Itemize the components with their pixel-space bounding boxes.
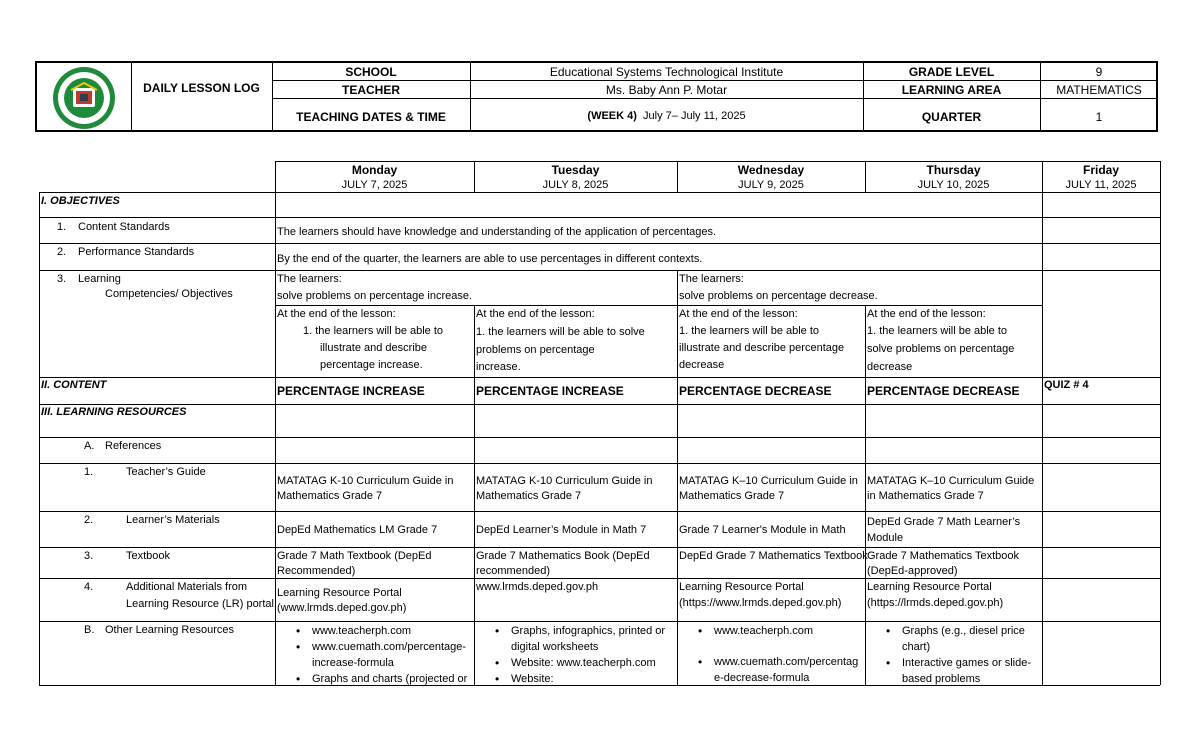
other-tuesday-list xyxy=(487,623,677,687)
grid-line xyxy=(275,305,1042,306)
grid-line xyxy=(275,161,1160,162)
lm-monday: DepEd Mathematics LM Grade 7 xyxy=(277,524,438,536)
end-of-lesson: At the end of the lesson: xyxy=(867,308,986,320)
row-textbook: Textbook xyxy=(126,550,171,562)
day-name-tuesday: Tuesday xyxy=(551,163,600,177)
grid-line xyxy=(39,463,1160,464)
row-competencies-sub: Competencies/ Objectives xyxy=(105,288,233,300)
row-performance-standards: Performance Standards xyxy=(78,246,195,258)
header-row-line xyxy=(272,80,1156,81)
area-label: LEARNING AREA xyxy=(901,83,1002,97)
teacher-label: TEACHER xyxy=(341,83,400,97)
row-num: B. xyxy=(84,624,95,636)
competency-objective: solve problems on percentage increase. xyxy=(277,290,473,302)
tb-thursday: Grade 7 Mathematics Textbook xyxy=(867,550,1020,562)
grid-line xyxy=(474,305,475,377)
section-objectives: I. OBJECTIVES xyxy=(41,195,120,207)
lm-tuesday: DepEd Learner’s Module in Math 7 xyxy=(476,524,647,536)
grid-line xyxy=(39,511,1160,512)
performance-standards-text: By the end of the quarter, the learners are able to use percentages in different contexts. xyxy=(277,253,703,265)
tb-wednesday: DepEd Grade 7 Mathematics Textbook xyxy=(679,550,868,562)
row-num: 1. xyxy=(84,466,94,478)
list-item: • www.teacherph.com xyxy=(288,623,474,639)
row-num: 3. xyxy=(57,273,67,285)
end-of-lesson: At the end of the lesson: xyxy=(679,308,798,320)
content-wednesday: PERCENTAGE DECREASE xyxy=(679,384,832,398)
grid-line xyxy=(39,243,1160,244)
row-additional-materials-sub: Learning Resource (LR) portal xyxy=(126,598,274,610)
grid-line xyxy=(677,270,678,685)
tg-thursday-2: in Mathematics Grade 7 xyxy=(867,490,984,502)
section-resources: III. LEARNING RESOURCES xyxy=(41,406,187,418)
list-item-text: increase-formula xyxy=(312,657,394,669)
grid-line xyxy=(39,404,1160,405)
list-item-text: www.cuemath.com/percentage- xyxy=(312,641,467,653)
day-name-monday: Monday xyxy=(351,163,398,177)
dates-value xyxy=(470,110,863,122)
objective-line: problems on percentage xyxy=(476,344,595,356)
school-value: Educational Systems Technological Institute xyxy=(549,65,784,79)
log-title: DAILY LESSON LOG xyxy=(143,81,260,95)
other-thursday-list xyxy=(878,623,1042,687)
competency-learners: The learners: xyxy=(679,273,744,285)
grade-label: GRADE LEVEL xyxy=(908,65,995,79)
list-item xyxy=(878,655,1042,687)
objective-line: decrease xyxy=(679,359,725,371)
grid-line xyxy=(865,305,866,377)
row-other-resources: Other Learning Resources xyxy=(105,624,235,636)
grid-line xyxy=(39,621,1160,622)
competency-objective: solve problems on percentage decrease. xyxy=(679,290,878,302)
list-item: • www.teacherph.com xyxy=(690,623,865,639)
grid-line xyxy=(39,578,1160,579)
grid-line xyxy=(474,377,475,685)
objective-line: decrease xyxy=(867,361,913,373)
row-competencies: Learning xyxy=(78,273,121,285)
row-num: 2. xyxy=(57,246,67,258)
section-content: II. CONTENT xyxy=(41,379,107,391)
list-item-text: Interactive games or slide- xyxy=(902,657,1031,669)
list-item-text: based problems xyxy=(902,673,981,685)
list-item: • Website: www.teacherph.com xyxy=(487,655,677,671)
dates-label: TEACHING DATES & TIME xyxy=(296,110,446,124)
list-item xyxy=(878,623,1042,655)
tb-monday-2: Recommended) xyxy=(277,565,356,577)
objective-line: percentage increase. xyxy=(320,359,423,371)
content-tuesday: PERCENTAGE INCREASE xyxy=(476,384,624,398)
school-logo xyxy=(47,66,121,130)
header-table xyxy=(35,61,1158,132)
grid-line xyxy=(39,547,1160,548)
grid-line xyxy=(865,377,866,685)
row-additional-materials: Additional Materials from xyxy=(126,581,248,593)
tg-thursday: MATATAG K–10 Curriculum Guide xyxy=(867,475,1035,487)
row-num: A. xyxy=(84,440,95,452)
am-tuesday: www.lrmds.deped.gov.ph xyxy=(476,581,599,593)
content-thursday: PERCENTAGE DECREASE xyxy=(867,384,1020,398)
dates-range: July 7– July 11, 2025 xyxy=(643,110,746,122)
list-item xyxy=(690,654,865,686)
row-num: 4. xyxy=(84,581,94,593)
tg-wednesday-2: Mathematics Grade 7 xyxy=(679,490,785,502)
lm-wednesday: Grade 7 Learner's Module in Math xyxy=(679,524,846,536)
list-item-text: e-decrease-formula xyxy=(714,672,810,684)
row-learners-materials: Learner’s Materials xyxy=(126,514,220,526)
day-date-wednesday: JULY 9, 2025 xyxy=(738,179,804,191)
am-wednesday: Learning Resource Portal xyxy=(679,581,804,593)
grid-line xyxy=(275,161,276,685)
grid-line xyxy=(39,217,1160,218)
row-content-standards: Content Standards xyxy=(78,221,170,233)
content-monday: PERCENTAGE INCREASE xyxy=(277,384,425,398)
end-of-lesson: At the end of the lesson: xyxy=(277,308,396,320)
row-teachers-guide: Teacher’s Guide xyxy=(126,466,206,478)
tg-wednesday: MATATAG K–10 Curriculum Guide in xyxy=(679,475,858,487)
grid-line xyxy=(1042,161,1043,685)
objective-line: 1. the learners will be able to xyxy=(303,325,444,337)
list-item: • Graphs and charts (projected or xyxy=(288,671,474,687)
objective-line: 1. the learners will be able to solve xyxy=(476,326,645,338)
tb-tuesday-2: recommended) xyxy=(476,565,550,577)
list-item-text: chart) xyxy=(902,641,931,653)
list-item-text: www.cuemath.com/percentag xyxy=(714,656,859,668)
row-num: 2. xyxy=(84,514,94,526)
tg-tuesday: MATATAG K-10 Curriculum Guide in xyxy=(476,475,653,487)
area-value: MATHEMATICS xyxy=(1056,83,1142,97)
tg-tuesday-2: Mathematics Grade 7 xyxy=(476,490,582,502)
day-date-thursday: JULY 10, 2025 xyxy=(917,179,990,191)
objective-line: illustrate and describe percentage xyxy=(679,342,845,354)
day-date-monday: JULY 7, 2025 xyxy=(341,179,408,191)
am-thursday: Learning Resource Portal xyxy=(867,581,992,593)
grid-line xyxy=(39,437,1160,438)
tg-monday: MATATAG K-10 Curriculum Guide in xyxy=(277,475,454,487)
header-row-line xyxy=(272,98,1156,99)
tg-monday-2: Mathematics Grade 7 xyxy=(277,490,383,502)
list-item-text: Graphs, infographics, printed or xyxy=(511,625,666,637)
objective-line: 1. the learners will be able to xyxy=(867,325,1008,337)
other-wednesday-list xyxy=(690,623,865,686)
list-item-text: Graphs (e.g., diesel price xyxy=(902,625,1025,637)
other-monday-list xyxy=(288,623,474,687)
objective-line: increase. xyxy=(476,361,521,373)
quarter-label: QUARTER xyxy=(921,110,982,124)
lm-thursday-2: Module xyxy=(867,532,904,544)
objective-line: 1. the learners will be able to xyxy=(679,325,820,337)
day-name-thursday: Thursday xyxy=(926,163,981,177)
quarter-value: 1 xyxy=(1095,110,1103,124)
day-name-friday: Friday xyxy=(1082,163,1119,177)
list-item xyxy=(487,623,677,655)
week-label: (WEEK 4) xyxy=(587,110,637,122)
am-monday: Learning Resource Portal xyxy=(277,587,402,599)
day-date-friday: JULY 11, 2025 xyxy=(1065,179,1137,191)
tb-tuesday: Grade 7 Mathematics Book (DepEd xyxy=(476,550,650,562)
grid-line xyxy=(39,377,1160,378)
content-friday: QUIZ # 4 xyxy=(1044,379,1089,391)
tb-thursday-2: (DepEd-approved) xyxy=(867,565,958,577)
list-item xyxy=(288,639,474,671)
day-date-tuesday: JULY 8, 2025 xyxy=(542,179,609,191)
am-thursday-2: (https://lrmds.deped.gov.ph) xyxy=(867,597,1004,609)
am-monday-2: (www.lrmds.deped.gov.ph) xyxy=(277,602,407,614)
content-standards-text: The learners should have knowledge and understanding of the application of percentages. xyxy=(277,226,717,238)
tb-monday: Grade 7 Math Textbook (DepEd xyxy=(277,550,432,562)
end-of-lesson: At the end of the lesson: xyxy=(476,308,595,320)
lm-thursday: DepEd Grade 7 Math Learner’s xyxy=(867,516,1021,528)
grid-line xyxy=(39,270,1160,271)
row-references: References xyxy=(105,440,162,452)
header-divider xyxy=(131,63,132,130)
objective-line: solve problems on percentage xyxy=(867,343,1015,355)
list-item: • Website: xyxy=(487,671,677,687)
list-item-text: digital worksheets xyxy=(511,641,599,653)
objective-line: illustrate and describe xyxy=(320,342,428,354)
teacher-value: Ms. Baby Ann P. Motar xyxy=(605,83,728,97)
competency-learners: The learners: xyxy=(277,273,342,285)
am-wednesday-2: (https://www.lrmds.deped.gov.ph) xyxy=(679,597,842,609)
grade-value: 9 xyxy=(1095,65,1103,79)
row-num: 1. xyxy=(57,221,67,233)
grid-line xyxy=(1160,161,1161,685)
day-name-wednesday: Wednesday xyxy=(737,163,805,177)
row-num: 3. xyxy=(84,550,94,562)
school-label: SCHOOL xyxy=(345,65,397,79)
grid-line xyxy=(39,192,40,685)
